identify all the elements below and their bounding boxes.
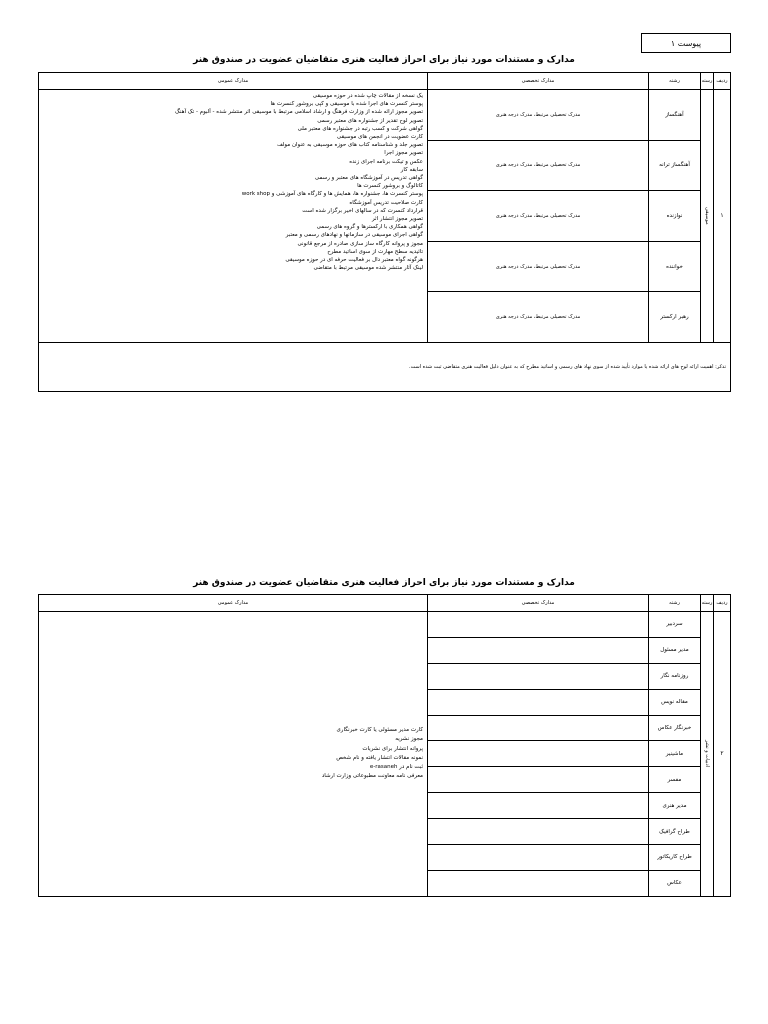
list-item: کارت عضویت در انجمن های موسیقی: [336, 134, 423, 141]
list-item: گواهی تدریس در آموزشگاه های معتبر و رسمی: [314, 175, 423, 182]
field-name: رهبر ارکستر: [649, 292, 701, 343]
page-title: مدارک و مستندات مورد نیاز برای احراز فعالیت هنری متقاضیان عضویت در صندوق هنر: [193, 55, 575, 65]
specialized-documents: [428, 715, 649, 741]
list-item: پوستر کنسرت های اجرا شده با موسیقی و کپی بروشور کنسرت ها: [270, 101, 423, 108]
list-item: تصویر مجوز اجرا: [384, 150, 423, 157]
list-item: مجوز و پروانه کارگاه ساز سازی صادره از مرجع قانونی: [297, 240, 423, 247]
field-name: مدیر مسئول: [649, 637, 701, 663]
field-name: نوازنده: [649, 191, 701, 242]
specialized-documents: [428, 741, 649, 767]
header-specialized: مدارک تخصصی: [428, 73, 649, 90]
field-name: طراح کاریکاتور: [649, 845, 701, 871]
list-item: مجوز نشریه: [395, 736, 423, 743]
list-item: پوستر کنسرت ها، جشنواره ها، همایش ها و کارگاه های آموزشی و work shop: [241, 191, 423, 198]
list-item: ثبت نام در e-rasaneh: [369, 764, 423, 771]
list-item: تصویر جلد و شناسنامه کتاب های حوزه موسیقی به عنوان مولف: [277, 142, 423, 149]
specialized-documents: مدرک تحصیلی مرتبط، مدرک درجه هنری: [428, 191, 649, 242]
header-field: رشته: [649, 595, 701, 612]
header-category: رسته: [701, 73, 714, 90]
list-item: گواهی همکاری با ارکسترها و گروه های رسمی: [316, 224, 423, 231]
specialized-documents: [428, 689, 649, 715]
header-category: رسته: [701, 595, 714, 612]
list-item: تائیدیه سطح مهارت از سوی اساتید مطرح: [327, 248, 423, 255]
list-item: معرفی نامه معاونت مطبوعاتی وزارت ارشاد: [321, 773, 423, 780]
specialized-documents: مدرک تحصیلی مرتبط، مدرک درجه هنری: [428, 241, 649, 292]
list-item: تصویر لوح تقدیر از جشنواره های معتبر رسمی: [317, 117, 423, 124]
list-item: کاتالوگ و بروشور کنسرت ها: [357, 183, 423, 190]
list-item: نمونه مقالات انتشار یافته و نام شخص: [336, 754, 423, 761]
list-item: گواهی شرکت و کسب رتبه در جشنواره های معتبر ملی: [297, 125, 423, 132]
annex-label: پیوست ۱: [641, 33, 731, 53]
field-name: آهنگساز: [649, 90, 701, 141]
header-row-number: ردیف: [714, 73, 731, 90]
table-row: [39, 612, 731, 638]
table-header-row: [39, 595, 731, 612]
field-name: عکاس: [649, 870, 701, 896]
list-item: سابقه کار: [400, 166, 423, 173]
page-title-2: مدارک و مستندات مورد نیاز برای احراز فعالیت هنری متقاضیان عضویت در صندوق هنر: [193, 578, 575, 588]
list-item: هرگونه گواه معتبر دال بر فعالیت حرفه ای در حوزه موسیقی: [285, 257, 423, 264]
field-name: طراح گرافیک: [649, 819, 701, 845]
field-name: خواننده: [649, 241, 701, 292]
header-general: مدارک عمومی: [39, 595, 428, 612]
requirements-table-music: [38, 72, 731, 392]
list-item: پروانه انتشار برای نشریات: [362, 745, 423, 752]
note-text: تذکر: اهمیت ارائه لوح های ارائه شده یا موارد تأیید شده از سوی نهاد های رسمی و اساتید مطرح که به عنوان دلیل فعالیت هنری متقاضی ثبت شده است.: [39, 342, 731, 391]
list-item: عکس و تیکت برنامه اجرای زنده: [349, 158, 423, 165]
row-number: ۲: [714, 612, 731, 897]
list-item: تصویر مجوز انتشار اثر: [372, 216, 423, 223]
header-general: مدارک عمومی: [39, 73, 428, 90]
specialized-documents: [428, 845, 649, 871]
field-name: روزنامه نگار: [649, 663, 701, 689]
specialized-documents: [428, 819, 649, 845]
table-row: [39, 90, 731, 141]
field-name: مدیر هنری: [649, 793, 701, 819]
specialized-documents: [428, 793, 649, 819]
specialized-documents: [428, 637, 649, 663]
general-documents: [39, 90, 428, 343]
list-item: کارت صلاحیت تدریس آموزشگاه: [349, 199, 423, 206]
header-specialized: مدارک تخصصی: [428, 595, 649, 612]
specialized-documents: مدرک تحصیلی مرتبط، مدرک درجه هنری: [428, 90, 649, 141]
field-name: سردبیر: [649, 612, 701, 638]
specialized-documents: مدرک تحصیلی مرتبط، مدرک درجه هنری: [428, 140, 649, 191]
specialized-documents: [428, 767, 649, 793]
list-item: گواهی اجرای موسیقی در سازمانها و نهادهای رسمی و معتبر: [285, 232, 423, 239]
list-item: کارت مدیر مسئولی یا کارت خبرنگاری: [336, 727, 423, 734]
requirements-table-literature: [38, 594, 731, 897]
field-name: آهنگساز ترانه: [649, 140, 701, 191]
specialized-documents: مدرک تحصیلی مرتبط، مدرک درجه هنری: [428, 292, 649, 343]
list-item: تصویر مجوز ارائه شده از وزارت فرهنگ و ارشاد اسلامی مرتبط با موسیقی اثر منتشر شده - آلبوم - تک آهنگ: [174, 109, 423, 116]
specialized-documents: [428, 870, 649, 896]
table-header-row: [39, 73, 731, 90]
field-name: مفسر: [649, 767, 701, 793]
header-row-number: ردیف: [714, 595, 731, 612]
general-documents: [39, 612, 428, 897]
list-item: یک نسخه از مقالات چاپ شده در حوزه موسیقی: [312, 93, 423, 99]
list-item: قرارداد کنسرت که در سالهای اخیر برگزار شده است: [302, 207, 423, 214]
field-name: ماشینیر: [649, 741, 701, 767]
category-cell: موسیقی: [701, 90, 714, 343]
field-name: خبرنگار عکاس: [649, 715, 701, 741]
specialized-documents: [428, 612, 649, 638]
row-number: ۱: [714, 90, 731, 343]
list-item: لینک آثار منتشر شده موسیقی مرتبط با متقاضی: [313, 265, 423, 272]
field-name: مقاله نویس: [649, 689, 701, 715]
category-cell: ادبیات و نشر: [701, 612, 714, 897]
header-field: رشته: [649, 73, 701, 90]
specialized-documents: [428, 663, 649, 689]
note-row: [39, 342, 731, 391]
